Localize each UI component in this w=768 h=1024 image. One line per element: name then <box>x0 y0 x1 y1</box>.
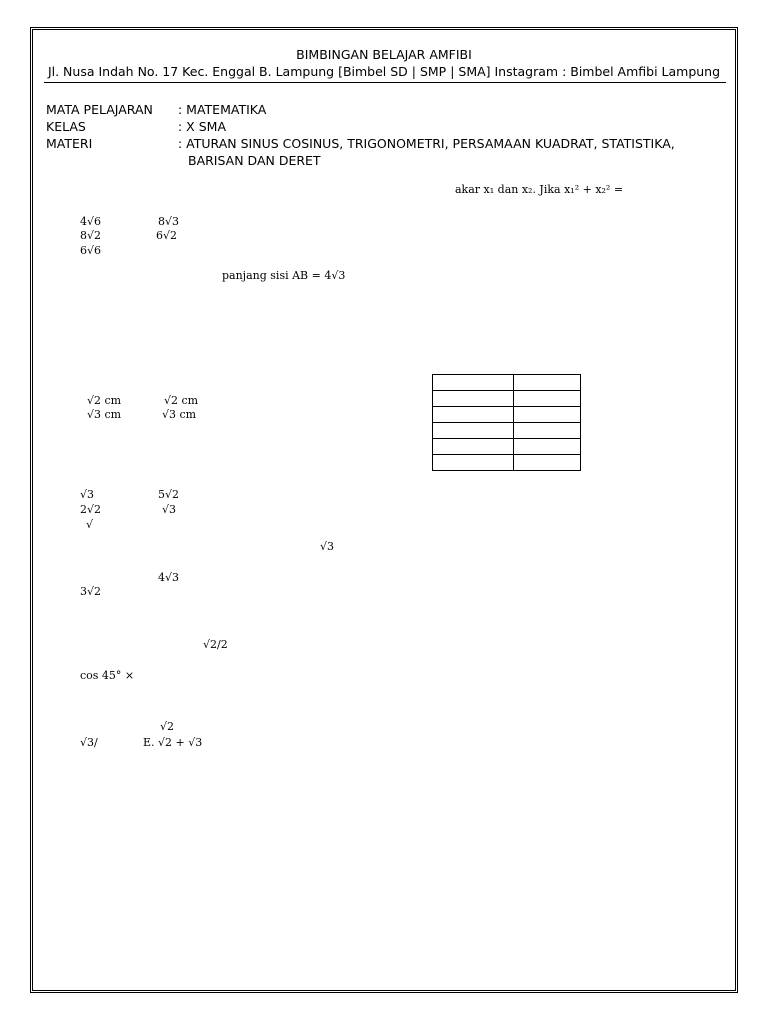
table-cell <box>514 375 581 391</box>
option-fragment: √3 cm <box>162 408 197 421</box>
table-cell <box>514 407 581 423</box>
table-cell <box>514 455 581 471</box>
table-row <box>433 455 581 471</box>
material-value-line1: : ATURAN SINUS COSINUS, TRIGONOMETRI, PERSAMAAN KUADRAT, STATISTIKA, <box>178 136 675 151</box>
material-label: MATERI <box>46 136 93 151</box>
option-fragment: 8√3 <box>158 215 180 228</box>
question-fragment: cos 45° × <box>80 669 135 682</box>
option-fragment: √ <box>86 518 94 531</box>
table-cell <box>514 391 581 407</box>
header-title: BIMBINGAN BELAJAR AMFIBI <box>296 47 472 62</box>
header-address: Jl. Nusa Indah No. 17 Kec. Enggal B. Lampung [Bimbel SD | SMP | SMA] Instagram : Bimbel Amfibi Lampung <box>47 64 721 79</box>
question-fragment: √2/2 <box>203 638 228 651</box>
material-value-line2: BARISAN DAN DERET <box>188 153 321 168</box>
table-row <box>433 375 581 391</box>
table-cell <box>433 407 514 423</box>
option-fragment: √3 <box>162 503 177 516</box>
table-cell <box>433 391 514 407</box>
header-divider <box>44 82 726 83</box>
option-fragment: 2√2 <box>80 503 102 516</box>
option-fragment: 8√2 <box>80 229 102 242</box>
table-row <box>433 439 581 455</box>
option-fragment: 4√6 <box>80 215 102 228</box>
table-cell <box>433 455 514 471</box>
table-row <box>433 407 581 423</box>
option-fragment: 4√3 <box>158 571 180 584</box>
subject-label: MATA PELAJARAN <box>46 102 153 117</box>
option-fragment: √3 <box>80 488 95 501</box>
option-fragment: E. √2 + √3 <box>143 736 203 749</box>
question-fragment: √3 <box>320 540 335 553</box>
option-fragment: √2 cm <box>87 394 122 407</box>
table-cell <box>433 375 514 391</box>
option-fragment: √3/ <box>80 736 98 749</box>
table-cell <box>433 439 514 455</box>
option-fragment: √2 cm <box>164 394 199 407</box>
option-fragment: 3√2 <box>80 585 102 598</box>
class-value: : X SMA <box>178 119 226 134</box>
table-cell <box>514 423 581 439</box>
question-roots-fragment: akar x₁ dan x₂. Jika x₁² + x₂² = <box>455 183 624 196</box>
subject-value: : MATEMATIKA <box>178 102 267 117</box>
option-fragment: √2 <box>160 720 175 733</box>
page-border <box>30 27 738 993</box>
table-row <box>433 423 581 439</box>
option-fragment: √3 cm <box>87 408 122 421</box>
blank-table <box>432 374 581 471</box>
class-label: KELAS <box>46 119 86 134</box>
option-fragment: 6√2 <box>156 229 178 242</box>
table-cell <box>514 439 581 455</box>
question-side-fragment: panjang sisi AB = 4√3 <box>222 269 346 282</box>
table-cell <box>433 423 514 439</box>
option-fragment: 5√2 <box>158 488 180 501</box>
table-row <box>433 391 581 407</box>
option-fragment: 6√6 <box>80 244 102 257</box>
